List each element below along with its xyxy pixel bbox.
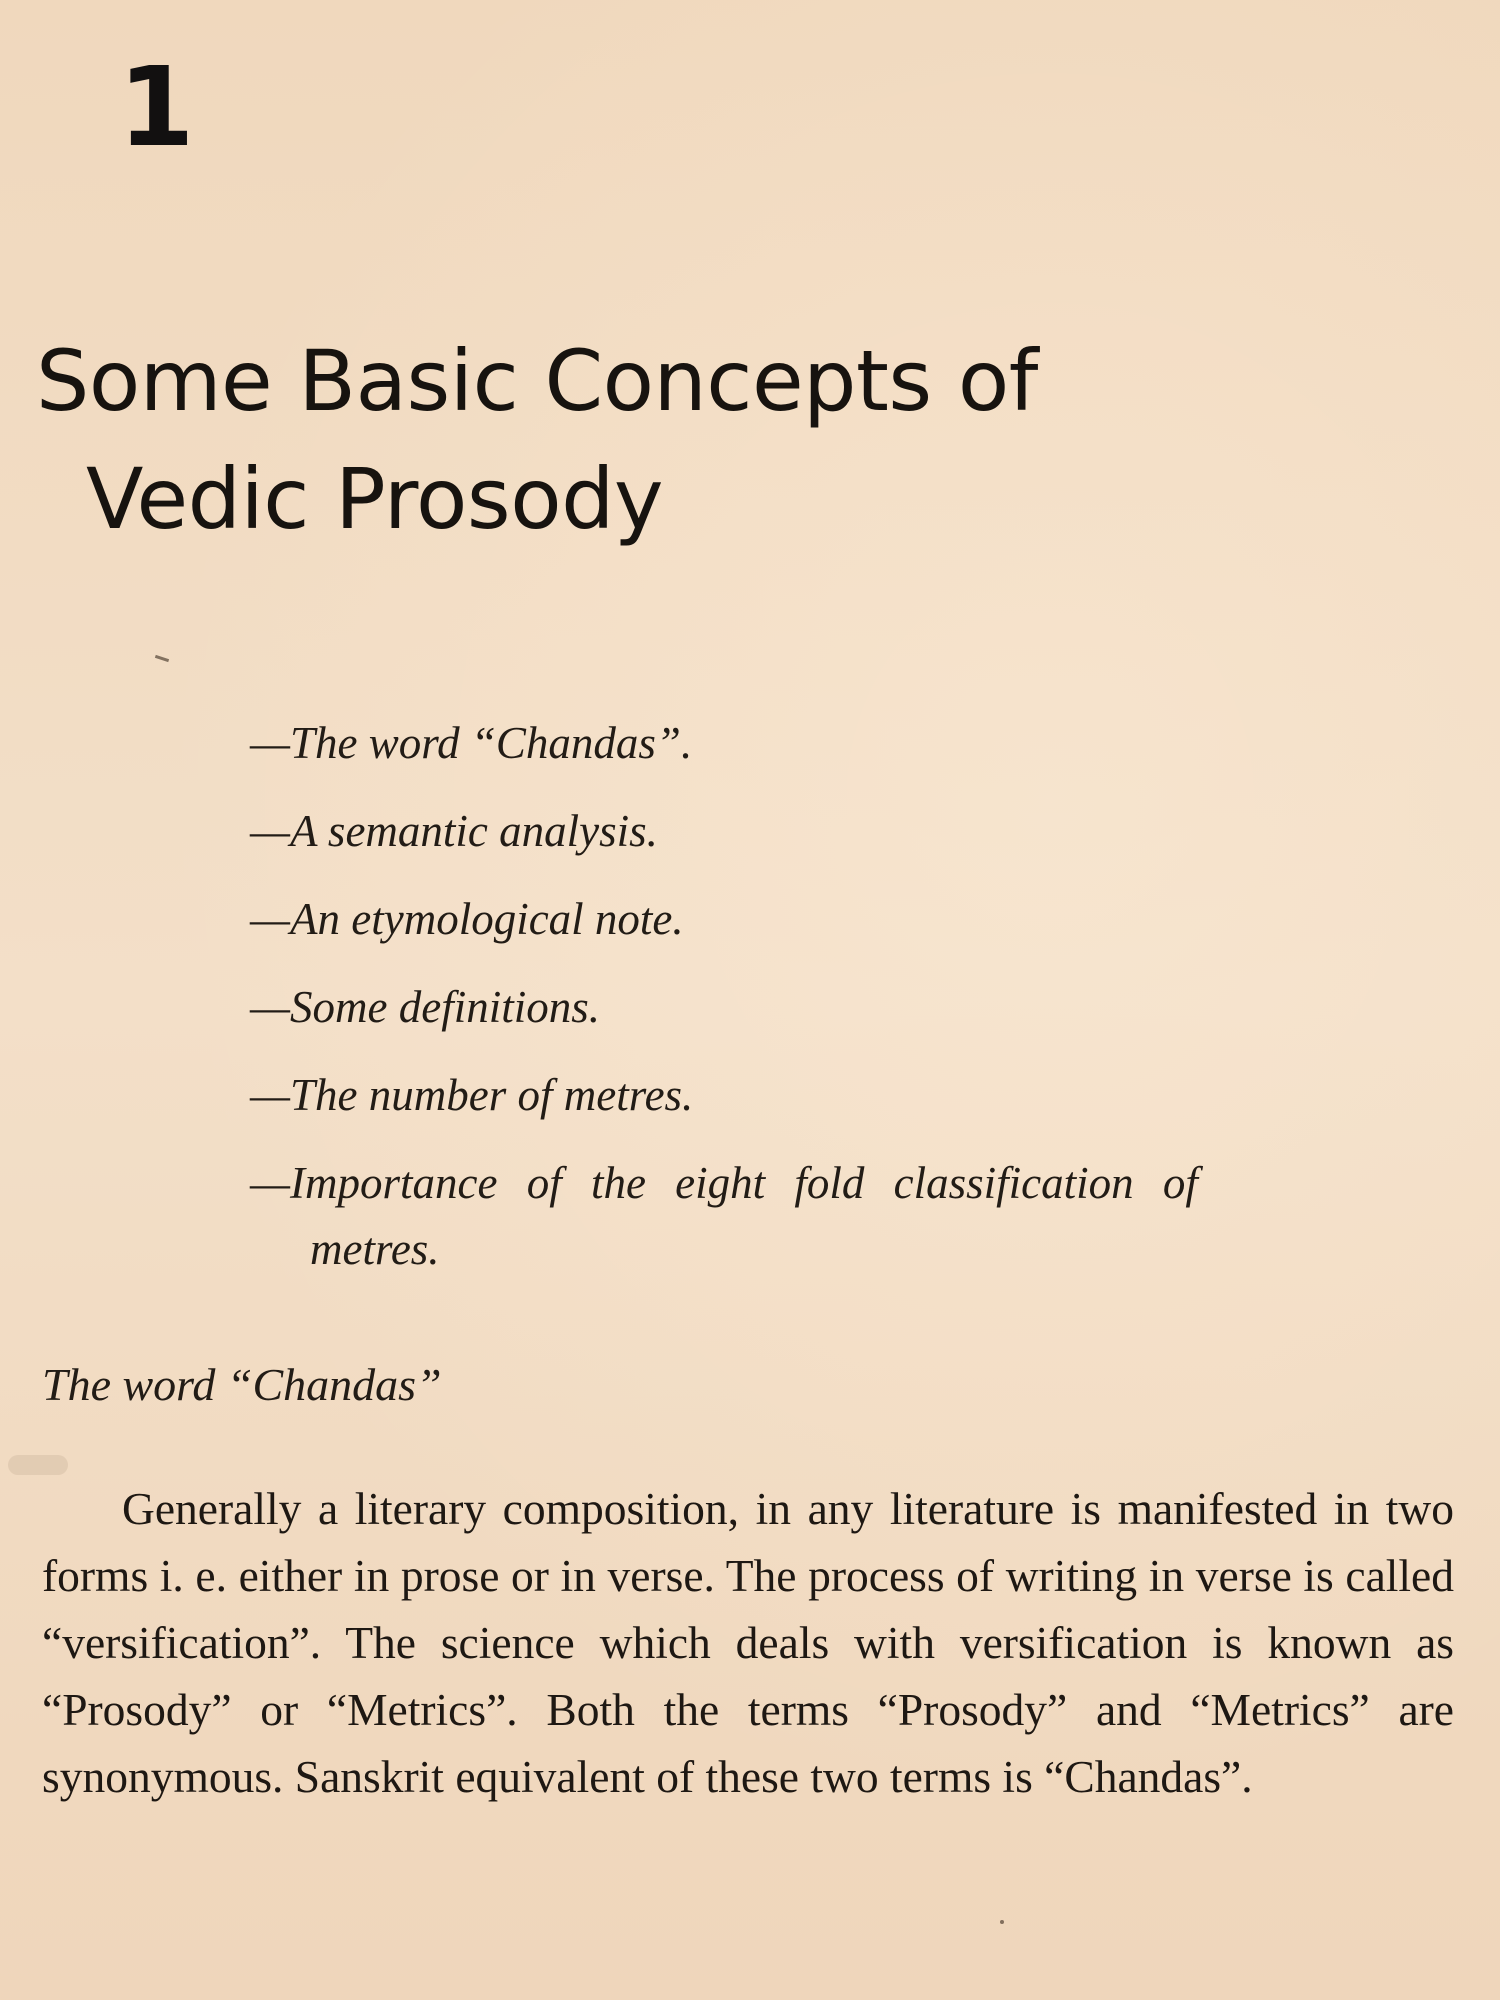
ink-speck: [155, 655, 169, 662]
chapter-title-line-2: Vedic Prosody: [86, 450, 664, 548]
chapter-title: [36, 322, 1038, 558]
paper-stain: [8, 1455, 68, 1475]
topic-item-text: —Importance of the eight fold classification of: [250, 1158, 1198, 1208]
topic-item: —The number of metres.: [250, 1070, 694, 1120]
topic-item: —Some definitions.: [250, 982, 600, 1032]
topic-item: —An etymological note.: [250, 894, 684, 944]
chapter-number: 1: [118, 43, 195, 171]
section-heading: The word “Chandas”: [42, 1359, 442, 1410]
topic-item: —The word “Chandas”.: [250, 718, 693, 768]
ink-speck: [1000, 1920, 1004, 1924]
body-paragraph: Generally a literary composition, in any literature is manifested in two forms i. e. either in prose or in verse. The process of writing in verse is called “versification”. The science which deals with versification is known as “Prosody” or “Metrics”. Both the terms “Prosody” and “Metrics” are synonymous. Sanskrit equivalent of these two terms is “Chandas”.: [42, 1483, 1454, 1802]
chapter-title-line-1: Some Basic Concepts of: [36, 332, 1038, 430]
topic-item: —A semantic analysis.: [250, 806, 658, 856]
topic-item-continuation: metres.: [310, 1224, 440, 1274]
chapter-topics-list: [250, 710, 1450, 1290]
topic-item: [250, 1150, 1450, 1290]
